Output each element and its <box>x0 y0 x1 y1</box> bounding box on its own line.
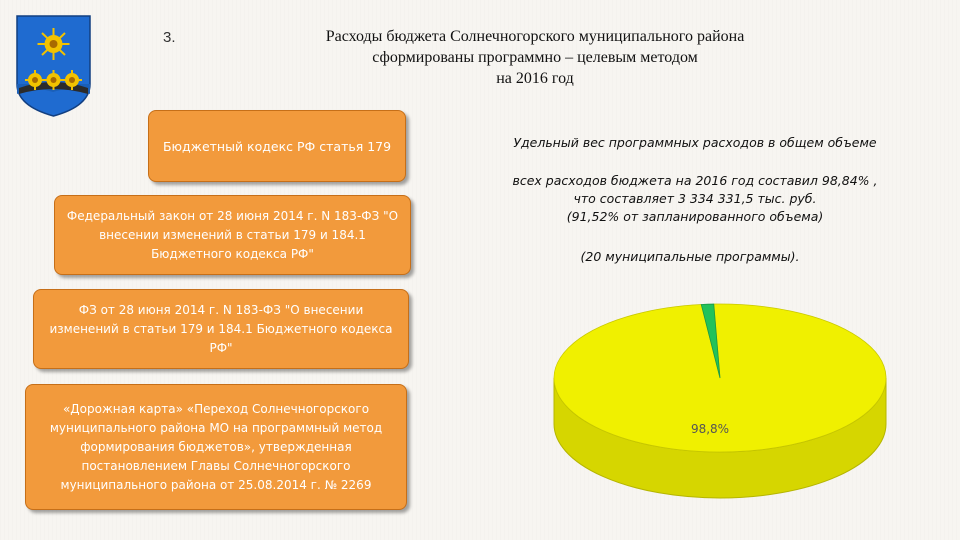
info-block <box>490 172 900 226</box>
title-line-3: на 2016 год <box>496 70 574 87</box>
title-line-1: Расходы бюджета Солнечногорского муниципального района <box>325 28 745 45</box>
fz-text: ФЗ от 28 июня 2014 г. N 183-ФЗ "О внесении изменений в статьи 179 и 184.1 Бюджетного кодекса РФ" <box>49 302 393 355</box>
info-line-1: Удельный вес программных расходов в общем объеме <box>513 135 877 150</box>
federal-law-text: Федеральный закон от 28 июня 2014 г. N 183-ФЗ "О внесении изменений в статьи 179 и 184.1 Бюджетного кодекса РФ" <box>66 208 399 261</box>
budget-code-text: Бюджетный кодекс РФ статья 179 <box>162 138 392 154</box>
slide-number: 3. <box>163 29 176 46</box>
info-line-5: (20 муниципальные программы). <box>580 249 800 264</box>
info-line-4: (91,52% от запланированного объема) <box>566 209 824 224</box>
pie-data-label: 98,8% <box>690 422 730 436</box>
info-line-2: всех расходов бюджета на 2016 год составил 98,84% , <box>512 173 878 188</box>
info-line-3: что составляет 3 334 331,5 тыс. руб. <box>573 191 817 206</box>
pie-chart <box>550 300 895 505</box>
federal-law-box <box>54 195 411 275</box>
coat-of-arms-icon <box>15 14 92 118</box>
slide-title <box>270 26 800 89</box>
roadmap-box <box>25 384 407 510</box>
title-line-2: сформированы программно – целевым методом <box>372 49 698 66</box>
fz-box <box>33 289 409 369</box>
budget-code-box <box>148 110 406 182</box>
roadmap-text: «Дорожная карта» «Переход Солнечногорского муниципального района МО на программный метод формирования бюджетов», утвержденная постановлением Главы Солнечногорского муниципального района от 25.08.2014 г. № 2269 <box>49 401 383 492</box>
